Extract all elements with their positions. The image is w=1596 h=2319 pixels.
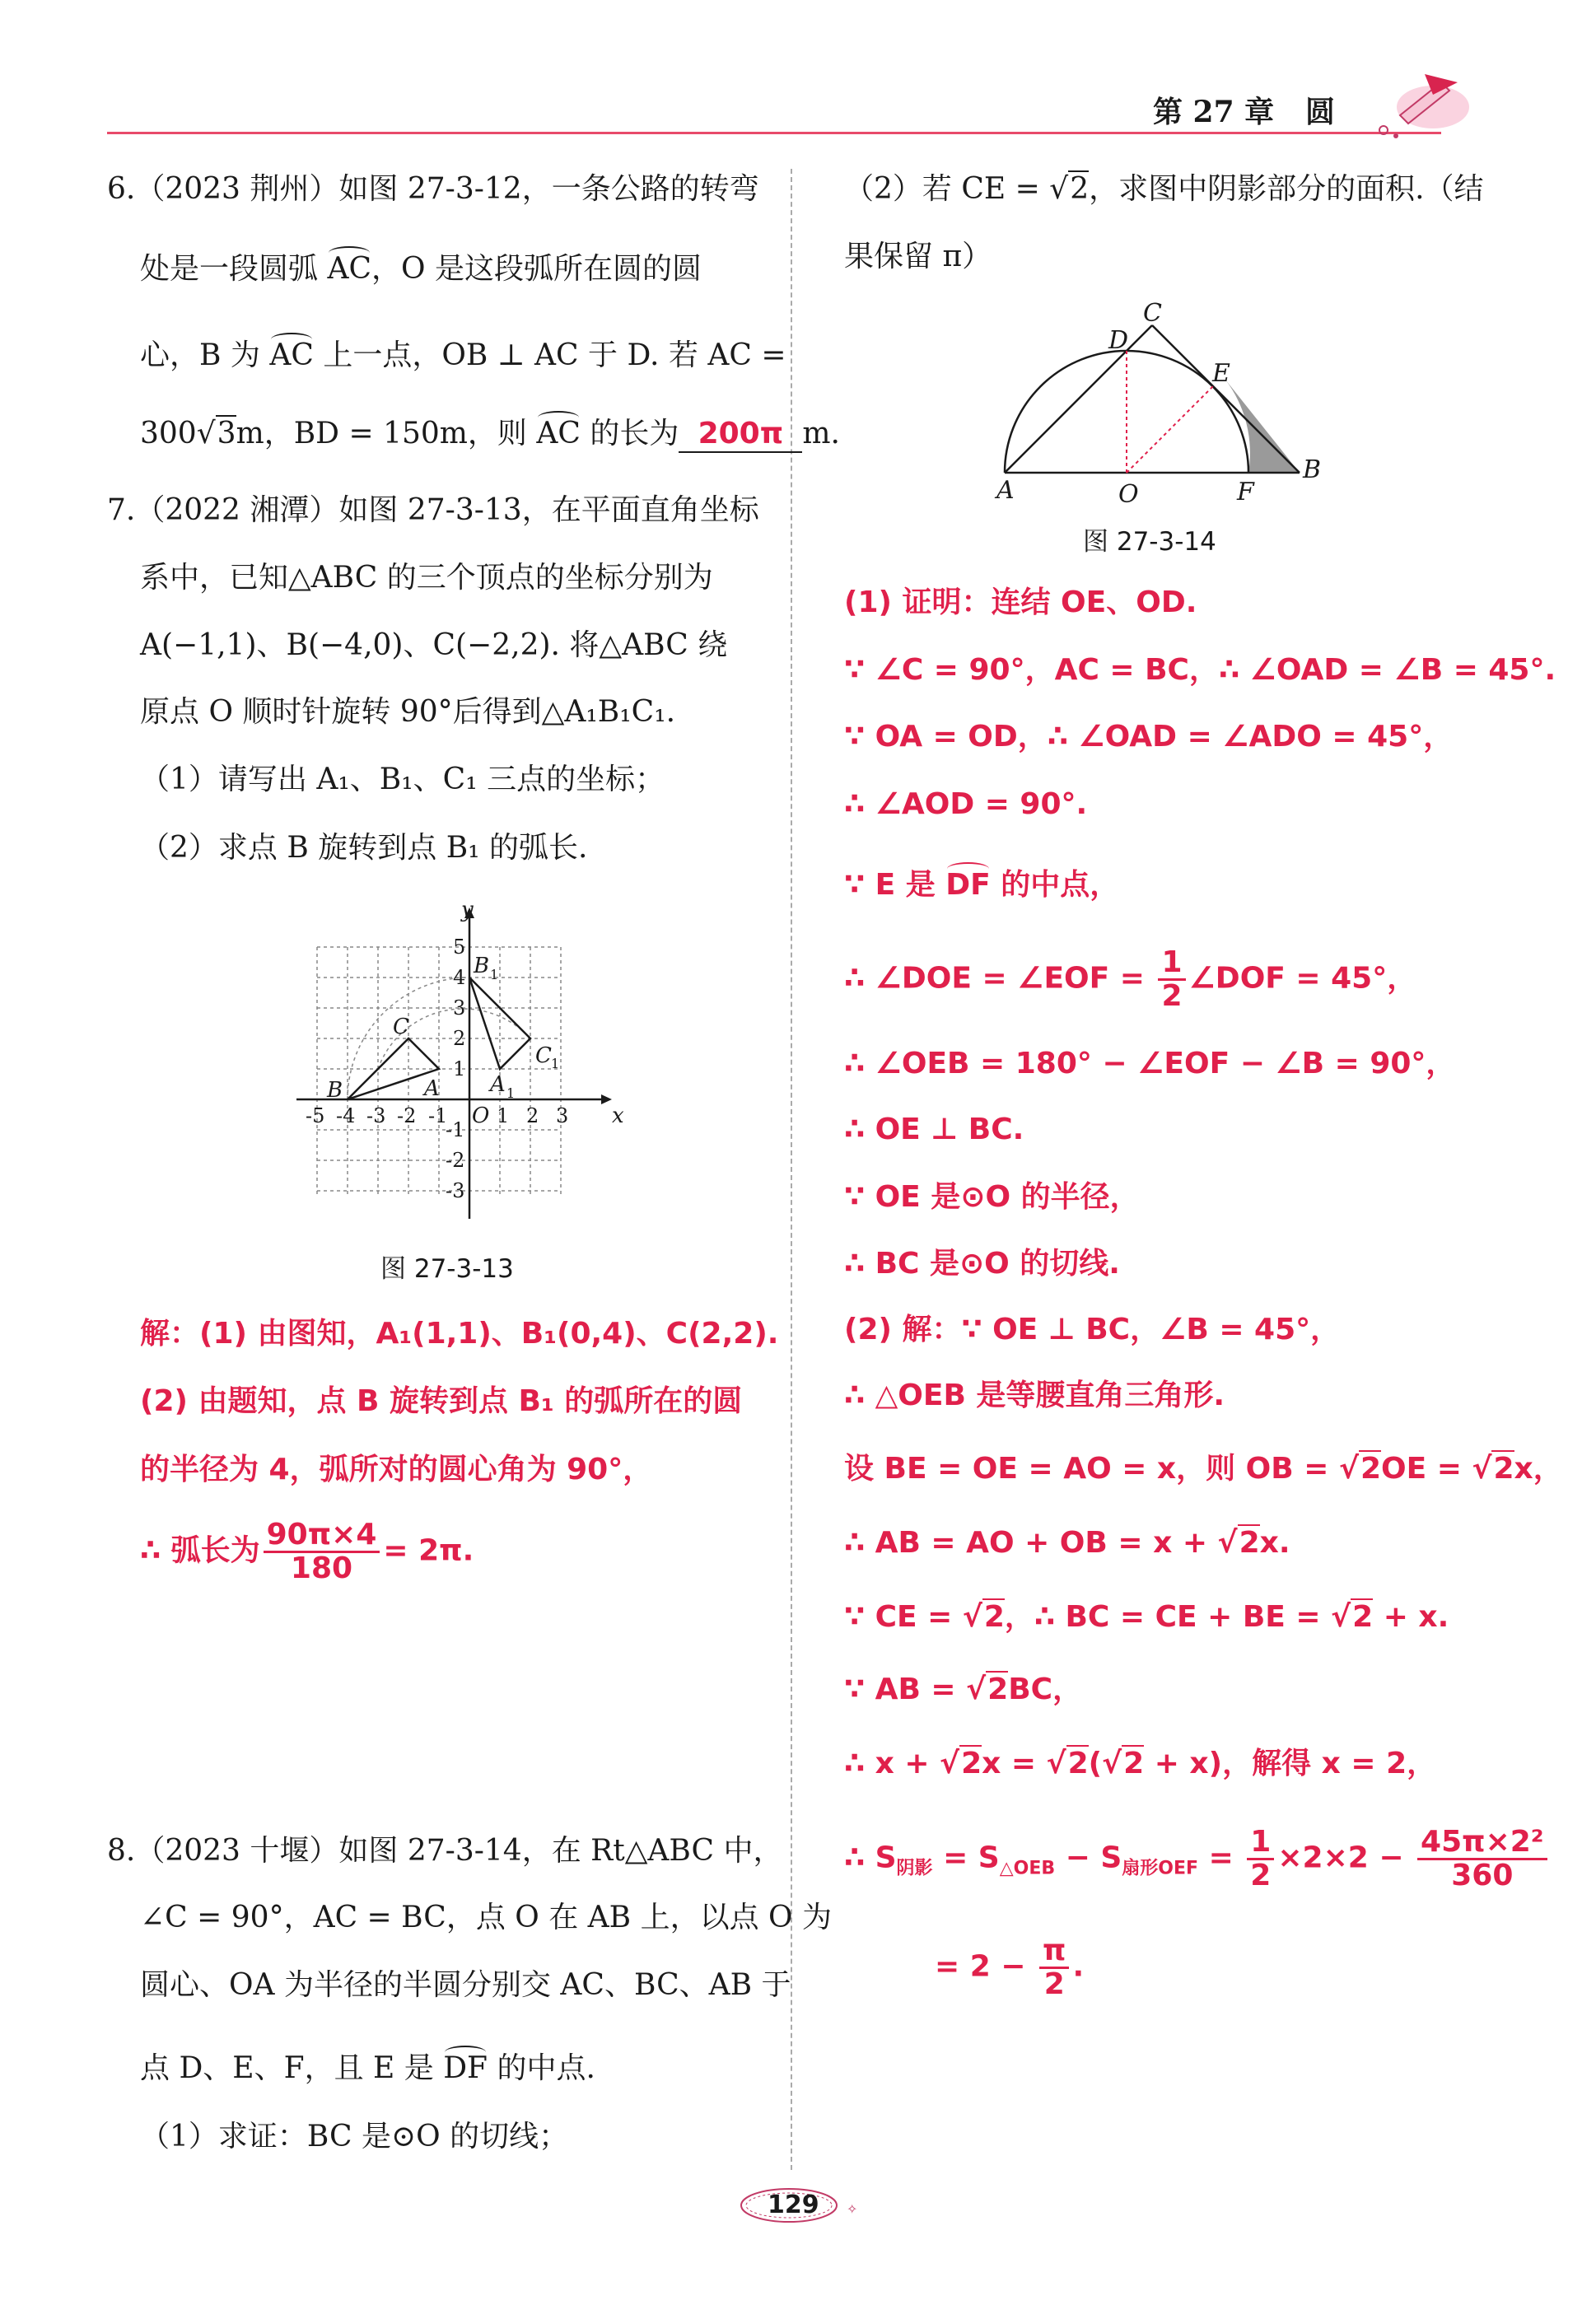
page-number: 129	[768, 2191, 819, 2219]
q7-line2: 系中，已知△ABC 的三个顶点的坐标分别为	[140, 561, 713, 595]
column-divider	[791, 169, 792, 2170]
q8-line1: 8.（2023 十堰）如图 27-3-14，在 Rt△ABC 中，	[107, 1834, 783, 1868]
svg-text:-1: -1	[428, 1104, 448, 1127]
svg-text:A: A	[490, 1072, 506, 1097]
svg-text:-4: -4	[336, 1104, 356, 1127]
q8-solution-6: ∴ ∠DOE = ∠EOF = $\frac{1}{2}$ ∠DOF = 45°，	[844, 945, 1417, 1013]
q7-solution-3: 的半径为 4，弧所对的圆心角为 90°，	[140, 1453, 653, 1486]
svg-text:1: 1	[497, 1104, 510, 1127]
q8-solution-11: (2) 解：∵ OE ⊥ BC，∠B = 45°，	[844, 1313, 1341, 1346]
svg-text:3: 3	[556, 1104, 569, 1127]
svg-text:1: 1	[453, 1057, 466, 1080]
svg-text:-2: -2	[446, 1149, 465, 1172]
header-chapter: 第 27 章	[1153, 95, 1275, 129]
header-title: 圆	[1305, 95, 1336, 129]
svg-text:B: B	[327, 1078, 343, 1103]
q8-solution-12: ∴ △OEB 是等腰直角三角形.	[844, 1379, 1225, 1412]
svg-text:-5: -5	[306, 1104, 325, 1127]
q8-line4: 点 D、E、F，且 E 是 DF 的中点.	[140, 2051, 595, 2085]
svg-text:4: 4	[453, 966, 466, 989]
svg-text:1: 1	[506, 1085, 516, 1101]
q8-solution-13: 设 BE = OE = AO = x，则 OB = √2OE = √2x，	[844, 1452, 1563, 1486]
q8-line3: 圆心、OA 为半径的半圆分别交 AC、BC、AB 于	[140, 1968, 791, 2002]
svg-text:A: A	[996, 476, 1015, 505]
svg-text:B: B	[1303, 455, 1322, 484]
svg-text:B: B	[474, 954, 490, 978]
q8-solution-15: ∵ CE = √2，∴ BC = CE + BE = √2 + x.	[844, 1600, 1449, 1634]
svg-text:-1: -1	[446, 1118, 465, 1141]
fig13-origin: O	[472, 1104, 490, 1128]
svg-text:E: E	[1212, 359, 1230, 388]
q6-line4: 300√3m，BD = 150m，则 AC 的长为 200π m.	[140, 416, 840, 453]
q6-answer: 200π	[698, 417, 784, 450]
svg-text:1: 1	[490, 967, 499, 982]
q8-solution-5: ∵ E 是 DF 的中点，	[844, 868, 1120, 902]
fig13-x-label: x	[612, 1104, 624, 1128]
svg-text:3: 3	[453, 996, 466, 1020]
q7-line3: A(−1,1)、B(−4,0)、C(−2,2). 将△ABC 绕	[140, 628, 728, 662]
svg-text:D: D	[1108, 326, 1129, 355]
q8-part2-line1: （2）若 CE = √2，求图中阴影部分的面积.（结	[844, 172, 1484, 206]
q8-solution-14: ∴ AB = AO + OB = x + √2x.	[844, 1526, 1290, 1560]
q7-solution-4: ∴ 弧长为 $\frac{90\pi\times 4}{180}$ = 2π.	[140, 1518, 474, 1585]
svg-text:2: 2	[453, 1027, 466, 1050]
q6-line1: 6.（2023 荆州）如图 27-3-12，一条公路的转弯	[107, 172, 759, 206]
q7-line6: （2）求点 B 旋转到点 B₁ 的弧长.	[140, 831, 588, 865]
q8-part2-line2: 果保留 π）	[844, 240, 992, 273]
svg-text:C: C	[393, 1015, 409, 1039]
shaded-region	[1225, 380, 1300, 473]
q7-solution-1: 解：(1) 由图知，A₁(1,1)、B₁(0,4)、C(2,2).	[140, 1317, 779, 1351]
fig13-y-label: y	[461, 898, 474, 922]
svg-text:-2: -2	[397, 1104, 417, 1127]
svg-text:1: 1	[551, 1056, 560, 1071]
svg-text:-3: -3	[446, 1179, 465, 1202]
svg-text:C: C	[535, 1043, 552, 1068]
q7-solution-2: (2) 由题知，点 B 旋转到点 B₁ 的弧所在的圆	[140, 1384, 743, 1418]
q7-line5: （1）请写出 A₁、B₁、C₁ 三点的坐标；	[140, 763, 665, 796]
q8-solution-10: ∴ BC 是⊙O 的切线.	[844, 1247, 1120, 1281]
q8-solution-9: ∵ OE 是⊙O 的半径，	[844, 1180, 1140, 1214]
figure-27-3-13	[292, 894, 622, 1231]
q8-line2: ∠C = 90°，AC = BC，点 O 在 AB 上，以点 O 为	[140, 1901, 832, 1934]
q7-line1: 7.（2022 湘潭）如图 27-3-13，在平面直角坐标	[107, 493, 759, 527]
q8-solution-7: ∴ ∠OEB = 180° − ∠EOF − ∠B = 90°，	[844, 1047, 1456, 1080]
pencil-hat-icon	[1367, 58, 1482, 148]
svg-text:-3: -3	[366, 1104, 386, 1127]
q7-line4: 原点 O 顺时针旋转 90°后得到△A₁B₁C₁.	[140, 695, 676, 729]
q8-solution-1: (1) 证明：连结 OE、OD.	[844, 586, 1197, 619]
fig14-caption: 图 27-3-14	[1083, 527, 1216, 557]
q8-solution-16: ∵ AB = √2BC，	[844, 1673, 1083, 1706]
svg-text:5: 5	[453, 936, 466, 959]
arc-ac: AC	[327, 252, 371, 286]
svg-text:2: 2	[526, 1104, 539, 1127]
q8-line5: （1）求证：BC 是⊙O 的切线；	[140, 2120, 569, 2153]
q6-line2: 处是一段圆弧 AC，O 是这段弧所在圆的圆	[140, 252, 702, 286]
svg-text:F: F	[1237, 478, 1254, 506]
svg-text:✧: ✧	[847, 2201, 858, 2217]
fig13-caption: 图 27-3-13	[380, 1254, 514, 1284]
q8-solution-17: ∴ x + √2x = √2(√2 + x)，解得 x = 2，	[844, 1747, 1437, 1780]
svg-text:O: O	[1118, 480, 1139, 509]
header-rule	[107, 132, 1441, 134]
figure-27-3-14	[996, 296, 1326, 511]
q8-solution-3: ∵ OA = OD，∴ ∠OAD = ∠ADO = 45°，	[844, 720, 1454, 754]
q8-solution-18: ∴ $S_{阴影} = S_{\triangle OEB} - S_{扇形OEF}$ = $\frac{1}{2}$ ×2×2 − $\frac{\text{45π×2²}}{360}$	[844, 1827, 1551, 1892]
q8-solution-8: ∴ OE ⊥ BC.	[844, 1113, 1024, 1146]
q6-line3: 心，B 为 AC 上一点，OB ⊥ AC 于 D. 若 AC =	[140, 338, 786, 372]
q8-solution-2: ∵ ∠C = 90°，AC = BC，∴ ∠OAD = ∠B = 45°.	[844, 653, 1556, 687]
q8-solution-4: ∴ ∠AOD = 90°.	[844, 787, 1088, 821]
svg-text:C: C	[1143, 299, 1162, 328]
svg-text:A: A	[424, 1076, 440, 1101]
q8-solution-19: = 2 − $\frac{\pi}{2}$ .	[935, 1934, 1085, 2001]
